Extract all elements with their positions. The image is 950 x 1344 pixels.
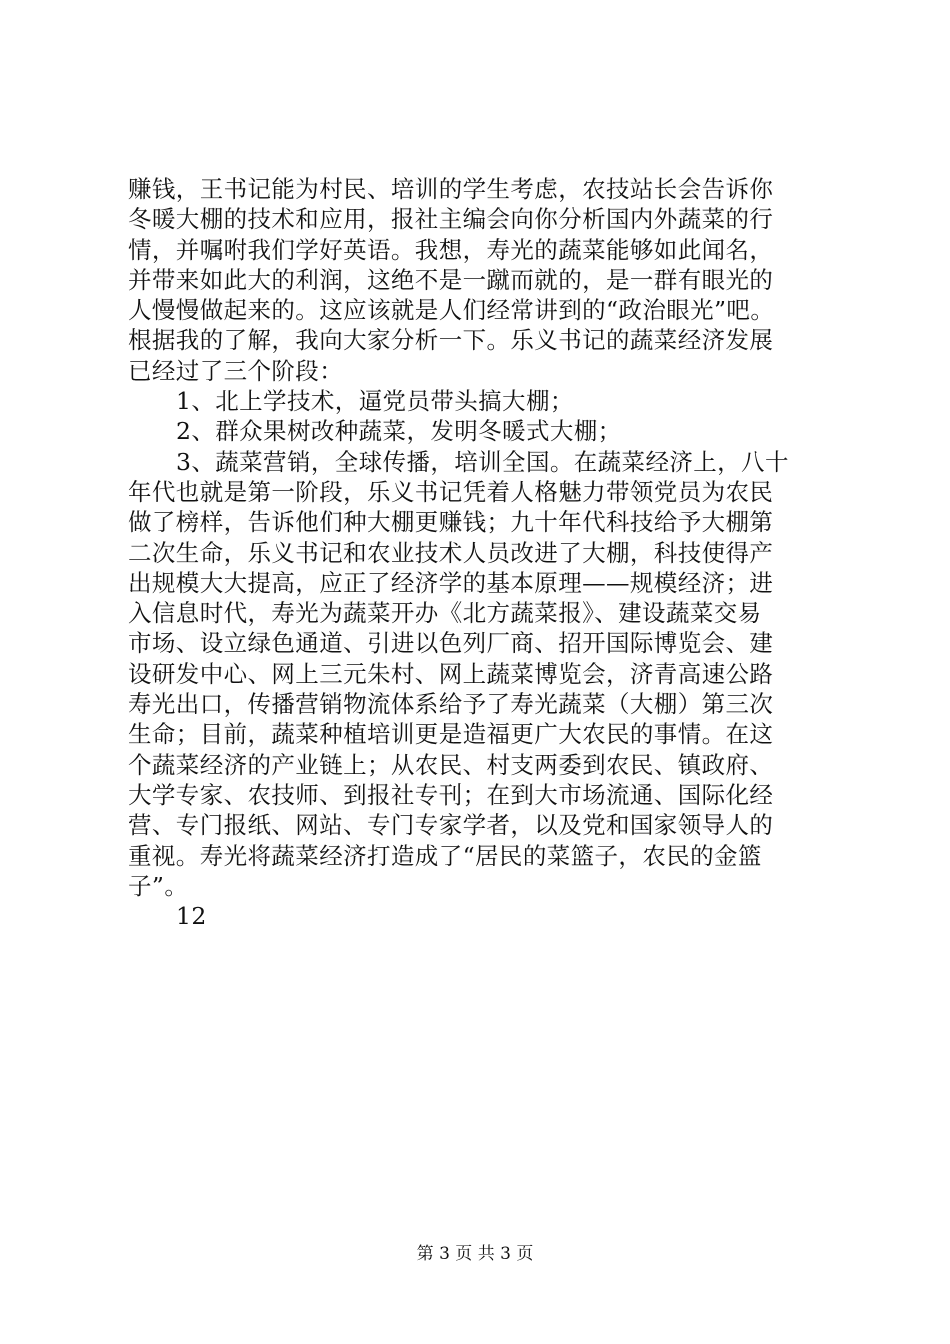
- text-line: 并带来如此大的利润，这绝不是一蹴而就的，是一群有眼光的: [128, 265, 774, 294]
- text-line: 营、专门报纸、网站、专门专家学者，以及党和国家领导人的: [128, 811, 774, 840]
- text-line: 入信息时代，寿光为蔬菜开办《北方蔬菜报》、建设蔬菜交易: [128, 599, 762, 628]
- text-line: 子”。: [128, 871, 189, 900]
- body-text: [128, 174, 838, 931]
- text-line: 个蔬菜经济的产业链上；从农民、村支两委到农民、镇政府、: [128, 750, 774, 779]
- text-line: 已经过了三个阶段：: [128, 356, 344, 385]
- text-line: 根据我的了解，我向大家分析一下。乐义书记的蔬菜经济发展: [128, 326, 774, 355]
- text-line: 人慢慢做起来的。这应该就是人们经常讲到的“政治眼光”吧。: [128, 296, 775, 325]
- text-line: 二次生命，乐义书记和农业技术人员改进了大棚，科技使得产: [128, 538, 774, 567]
- text-line: 赚钱，王书记能为村民、培训的学生考虑，农技站长会告诉你: [128, 175, 774, 203]
- page-footer: 第 3 页 共 3 页: [416, 1244, 534, 1264]
- text-line: 设研发中心、网上三元朱村、网上蔬菜博览会，济青高速公路: [128, 659, 774, 688]
- text-line: 出规模大大提高，应正了经济学的基本原理——规模经济；进: [128, 568, 774, 597]
- text-line: 市场、设立绿色通道、引进以色列厂商、招开国际博览会、建: [128, 629, 774, 658]
- text-line: 生命；目前，蔬菜种植培训更是造福更广大农民的事情。在这: [128, 720, 774, 749]
- text-line: 12: [176, 902, 207, 931]
- text-line: 3、蔬菜营销，全球传播，培训全国。在蔬菜经济上，八十: [176, 447, 789, 476]
- text-line: 冬暖大棚的技术和应用，报社主编会向你分析国内外蔬菜的行: [128, 205, 774, 234]
- text-line: 做了榜样，告诉他们种大棚更赚钱；九十年代科技给予大棚第: [128, 508, 774, 537]
- text-line: 2、群众果树改种蔬菜，发明冬暖式大棚；: [176, 417, 622, 446]
- text-line: 大学专家、农技师、到报社专刊；在到大市场流通、国际化经: [128, 780, 774, 809]
- text-line: 年代也就是第一阶段，乐义书记凭着人格魅力带领党员为农民: [128, 477, 774, 506]
- text-line: 重视。寿光将蔬菜经济打造成了“居民的菜篮子，农民的金篮: [128, 841, 762, 870]
- text-line: 寿光出口，传播营销物流体系给予了寿光蔬菜（大棚）第三次: [128, 690, 774, 719]
- text-line: 1、北上学技术，逼党员带头搞大棚；: [176, 387, 574, 416]
- text-line: 情，并嘱咐我们学好英语。我想，寿光的蔬菜能够如此闻名，: [128, 235, 774, 264]
